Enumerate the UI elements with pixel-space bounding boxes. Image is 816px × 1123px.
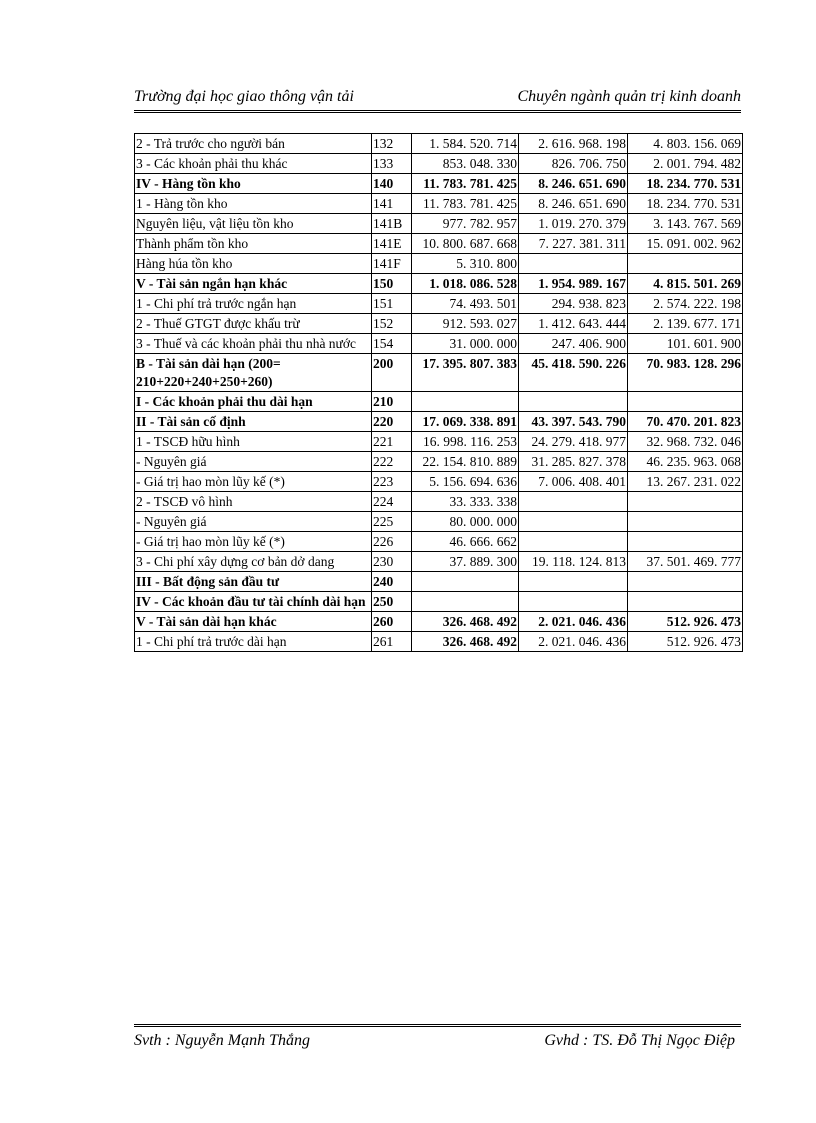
row-value-end: 37. 501. 469. 777 bbox=[628, 552, 743, 572]
row-code: 210 bbox=[372, 392, 412, 412]
row-value-end bbox=[628, 592, 743, 612]
row-label: 1 - Hàng tồn kho bbox=[135, 194, 372, 214]
row-label: 1 - Chi phí trả trước ngắn hạn bbox=[135, 294, 372, 314]
table-row bbox=[135, 174, 743, 194]
row-code: 141E bbox=[372, 234, 412, 254]
table-row bbox=[135, 432, 743, 452]
row-value-end: 15. 091. 002. 962 bbox=[628, 234, 743, 254]
row-label: IV - Hàng tồn kho bbox=[135, 174, 372, 194]
row-label: - Nguyên giá bbox=[135, 512, 372, 532]
table-row bbox=[135, 314, 743, 334]
row-value-begin: 912. 593. 027 bbox=[412, 314, 519, 334]
row-value-begin: 1. 584. 520. 714 bbox=[412, 134, 519, 154]
row-value-end: 32. 968. 732. 046 bbox=[628, 432, 743, 452]
row-value-end: 13. 267. 231. 022 bbox=[628, 472, 743, 492]
row-value-end: 70. 470. 201. 823 bbox=[628, 412, 743, 432]
row-code: 223 bbox=[372, 472, 412, 492]
row-value-mid bbox=[519, 492, 628, 512]
row-label: 3 - Các khoản phải thu khác bbox=[135, 154, 372, 174]
row-value-mid: 1. 954. 989. 167 bbox=[519, 274, 628, 294]
row-value-begin: 46. 666. 662 bbox=[412, 532, 519, 552]
row-code: 200 bbox=[372, 354, 412, 392]
row-value-mid: 2. 021. 046. 436 bbox=[519, 632, 628, 652]
row-label: V - Tài sản dài hạn khác bbox=[135, 612, 372, 632]
row-code: 141F bbox=[372, 254, 412, 274]
row-label: 2 - Thuế GTGT được khấu trừ bbox=[135, 314, 372, 334]
row-value-mid: 247. 406. 900 bbox=[519, 334, 628, 354]
row-value-end: 4. 803. 156. 069 bbox=[628, 134, 743, 154]
table-row bbox=[135, 214, 743, 234]
row-value-begin: 17. 395. 807. 383 bbox=[412, 354, 519, 392]
row-label: Nguyên liệu, vật liệu tồn kho bbox=[135, 214, 372, 234]
table-row bbox=[135, 592, 743, 612]
row-value-mid bbox=[519, 392, 628, 412]
row-label: - Giá trị hao mòn lũy kế (*) bbox=[135, 532, 372, 552]
row-value-begin: 5. 310. 800 bbox=[412, 254, 519, 274]
row-value-end bbox=[628, 392, 743, 412]
row-code: 224 bbox=[372, 492, 412, 512]
table-row bbox=[135, 512, 743, 532]
page-footer bbox=[134, 1024, 741, 1051]
balance-sheet-table bbox=[134, 133, 743, 652]
row-code: 141B bbox=[372, 214, 412, 234]
row-value-mid bbox=[519, 254, 628, 274]
row-label: Hàng húa tồn kho bbox=[135, 254, 372, 274]
row-value-end: 2. 139. 677. 171 bbox=[628, 314, 743, 334]
row-value-end: 2. 574. 222. 198 bbox=[628, 294, 743, 314]
table-row bbox=[135, 234, 743, 254]
row-value-begin: 22. 154. 810. 889 bbox=[412, 452, 519, 472]
row-value-mid: 7. 006. 408. 401 bbox=[519, 472, 628, 492]
row-code: 260 bbox=[372, 612, 412, 632]
row-code: 220 bbox=[372, 412, 412, 432]
row-value-begin: 326. 468. 492 bbox=[412, 632, 519, 652]
row-value-begin bbox=[412, 592, 519, 612]
row-code: 250 bbox=[372, 592, 412, 612]
row-value-mid: 2. 616. 968. 198 bbox=[519, 134, 628, 154]
table-row bbox=[135, 134, 743, 154]
row-code: 226 bbox=[372, 532, 412, 552]
row-value-mid: 1. 019. 270. 379 bbox=[519, 214, 628, 234]
table-row bbox=[135, 412, 743, 432]
table-row bbox=[135, 532, 743, 552]
row-label: III - Bất động sản đầu tư bbox=[135, 572, 372, 592]
row-value-begin: 1. 018. 086. 528 bbox=[412, 274, 519, 294]
row-label: V - Tài sản ngắn hạn khác bbox=[135, 274, 372, 294]
footer-advisor: Gvhd : TS. Đỗ Thị Ngọc Điệp bbox=[544, 1032, 735, 1049]
row-label: 1 - Chi phí trả trước dài hạn bbox=[135, 632, 372, 652]
table-row bbox=[135, 452, 743, 472]
row-value-begin: 11. 783. 781. 425 bbox=[412, 194, 519, 214]
row-value-end bbox=[628, 492, 743, 512]
table-row bbox=[135, 572, 743, 592]
row-value-end: 512. 926. 473 bbox=[628, 632, 743, 652]
row-value-mid: 45. 418. 590. 226 bbox=[519, 354, 628, 392]
row-value-mid: 31. 285. 827. 378 bbox=[519, 452, 628, 472]
table-row bbox=[135, 632, 743, 652]
row-value-begin: 16. 998. 116. 253 bbox=[412, 432, 519, 452]
row-value-end bbox=[628, 572, 743, 592]
row-value-begin: 17. 069. 338. 891 bbox=[412, 412, 519, 432]
row-code: 152 bbox=[372, 314, 412, 334]
row-label: 1 - TSCĐ hữu hình bbox=[135, 432, 372, 452]
row-code: 240 bbox=[372, 572, 412, 592]
row-code: 133 bbox=[372, 154, 412, 174]
row-value-mid: 8. 246. 651. 690 bbox=[519, 174, 628, 194]
row-code: 141 bbox=[372, 194, 412, 214]
row-value-mid bbox=[519, 512, 628, 532]
row-code: 140 bbox=[372, 174, 412, 194]
table-row bbox=[135, 612, 743, 632]
row-value-end: 2. 001. 794. 482 bbox=[628, 154, 743, 174]
row-value-end: 46. 235. 963. 068 bbox=[628, 452, 743, 472]
row-value-end: 70. 983. 128. 296 bbox=[628, 354, 743, 392]
row-value-end bbox=[628, 254, 743, 274]
row-value-end: 512. 926. 473 bbox=[628, 612, 743, 632]
row-value-end bbox=[628, 512, 743, 532]
table-row bbox=[135, 334, 743, 354]
row-label: - Giá trị hao mòn lũy kế (*) bbox=[135, 472, 372, 492]
table-row bbox=[135, 274, 743, 294]
row-value-begin: 11. 783. 781. 425 bbox=[412, 174, 519, 194]
table-row bbox=[135, 492, 743, 512]
row-label: B - Tài sản dài hạn (200= 210+220+240+250+260) bbox=[135, 354, 372, 392]
row-value-mid: 43. 397. 543. 790 bbox=[519, 412, 628, 432]
row-value-begin: 10. 800. 687. 668 bbox=[412, 234, 519, 254]
row-value-end: 18. 234. 770. 531 bbox=[628, 194, 743, 214]
row-value-mid bbox=[519, 592, 628, 612]
row-value-begin: 74. 493. 501 bbox=[412, 294, 519, 314]
table-row bbox=[135, 194, 743, 214]
row-value-mid: 24. 279. 418. 977 bbox=[519, 432, 628, 452]
table-row bbox=[135, 392, 743, 412]
row-code: 225 bbox=[372, 512, 412, 532]
row-value-end: 3. 143. 767. 569 bbox=[628, 214, 743, 234]
row-code: 151 bbox=[372, 294, 412, 314]
row-value-mid: 19. 118. 124. 813 bbox=[519, 552, 628, 572]
table-row bbox=[135, 552, 743, 572]
row-value-mid bbox=[519, 532, 628, 552]
row-value-begin bbox=[412, 392, 519, 412]
row-code: 132 bbox=[372, 134, 412, 154]
row-value-begin: 31. 000. 000 bbox=[412, 334, 519, 354]
row-value-end: 4. 815. 501. 269 bbox=[628, 274, 743, 294]
row-value-mid: 826. 706. 750 bbox=[519, 154, 628, 174]
table-row bbox=[135, 154, 743, 174]
row-value-begin: 853. 048. 330 bbox=[412, 154, 519, 174]
row-label: IV - Các khoản đầu tư tài chính dài hạn bbox=[135, 592, 372, 612]
row-value-end: 18. 234. 770. 531 bbox=[628, 174, 743, 194]
row-label: 3 - Thuế và các khoản phải thu nhà nước bbox=[135, 334, 372, 354]
row-value-mid: 2. 021. 046. 436 bbox=[519, 612, 628, 632]
row-label: Thành phẩm tồn kho bbox=[135, 234, 372, 254]
row-value-begin: 5. 156. 694. 636 bbox=[412, 472, 519, 492]
header-major: Chuyên ngành quản trị kinh doanh bbox=[517, 88, 741, 105]
row-value-begin: 326. 468. 492 bbox=[412, 612, 519, 632]
row-code: 154 bbox=[372, 334, 412, 354]
row-value-mid bbox=[519, 572, 628, 592]
row-label: 3 - Chi phí xây dựng cơ bản dở dang bbox=[135, 552, 372, 572]
row-value-mid: 1. 412. 643. 444 bbox=[519, 314, 628, 334]
row-value-end: 101. 601. 900 bbox=[628, 334, 743, 354]
row-code: 261 bbox=[372, 632, 412, 652]
row-label: I - Các khoản phải thu dài hạn bbox=[135, 392, 372, 412]
row-value-end bbox=[628, 532, 743, 552]
row-label: - Nguyên giá bbox=[135, 452, 372, 472]
row-label: 2 - Trả trước cho người bán bbox=[135, 134, 372, 154]
row-value-mid: 8. 246. 651. 690 bbox=[519, 194, 628, 214]
row-code: 230 bbox=[372, 552, 412, 572]
row-value-begin: 977. 782. 957 bbox=[412, 214, 519, 234]
row-value-begin bbox=[412, 572, 519, 592]
row-value-begin: 33. 333. 338 bbox=[412, 492, 519, 512]
footer-student: Svth : Nguyễn Mạnh Thắng bbox=[134, 1032, 310, 1049]
row-label: II - Tài sản cố định bbox=[135, 412, 372, 432]
row-value-begin: 37. 889. 300 bbox=[412, 552, 519, 572]
table-row bbox=[135, 472, 743, 492]
row-value-mid: 7. 227. 381. 311 bbox=[519, 234, 628, 254]
row-code: 221 bbox=[372, 432, 412, 452]
table-row bbox=[135, 354, 743, 392]
row-value-begin: 80. 000. 000 bbox=[412, 512, 519, 532]
table-body bbox=[135, 134, 743, 652]
header-university: Trường đại học giao thông vận tải bbox=[134, 88, 354, 105]
row-code: 222 bbox=[372, 452, 412, 472]
page-header bbox=[134, 86, 741, 113]
table-row bbox=[135, 294, 743, 314]
row-label: 2 - TSCĐ vô hình bbox=[135, 492, 372, 512]
row-value-mid: 294. 938. 823 bbox=[519, 294, 628, 314]
row-code: 150 bbox=[372, 274, 412, 294]
table-row bbox=[135, 254, 743, 274]
